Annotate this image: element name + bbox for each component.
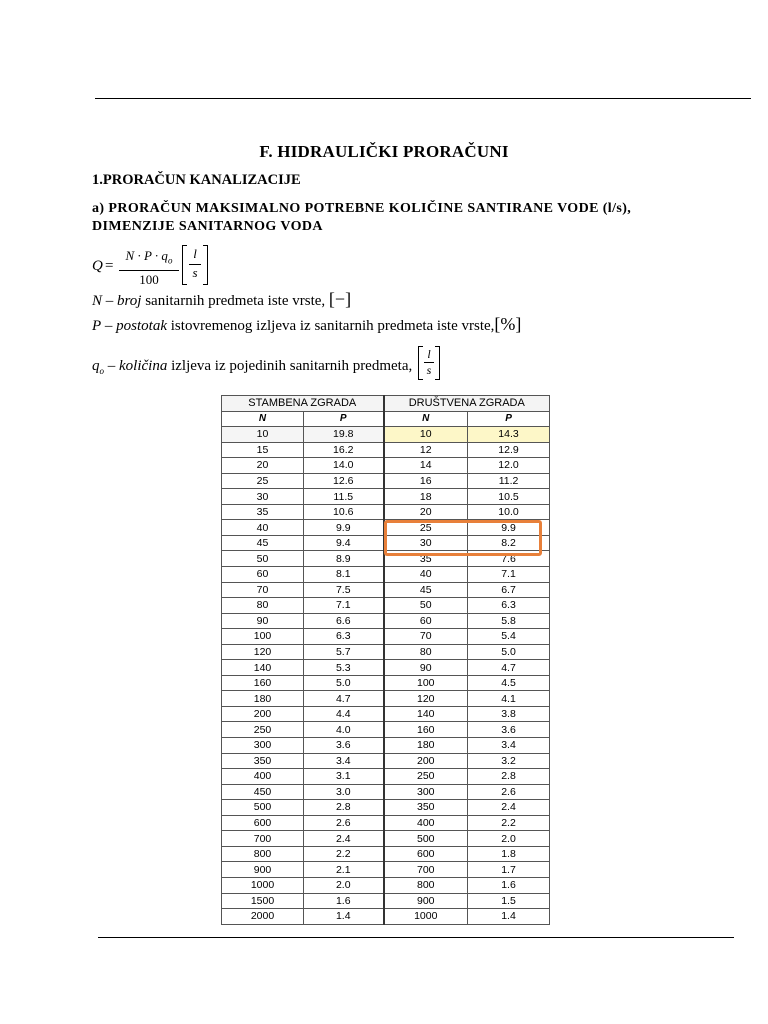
- fraction-bar: [119, 270, 179, 271]
- table-cell: 3.6: [304, 738, 384, 754]
- table-cell: 20: [384, 504, 468, 520]
- table-row: [222, 800, 550, 816]
- table-row: [222, 769, 550, 785]
- table-cell: 70: [384, 629, 468, 645]
- table-cell: 8.9: [304, 551, 384, 567]
- table-row: [222, 831, 550, 847]
- table-row: [222, 893, 550, 909]
- table-cell: 10: [384, 427, 468, 443]
- table-cell: 6.6: [304, 613, 384, 629]
- table-cell: 2.1: [304, 862, 384, 878]
- table-cell: 16.2: [304, 442, 384, 458]
- table-cell: 14: [384, 458, 468, 474]
- table-cell: 350: [384, 800, 468, 816]
- table-cell: 30: [384, 535, 468, 551]
- table-cell: 1.8: [468, 846, 550, 862]
- table-cell: 100: [384, 675, 468, 691]
- table-cell: 1.4: [468, 909, 550, 925]
- table-cell: 300: [384, 784, 468, 800]
- table-cell: 300: [222, 738, 304, 754]
- table-row: [222, 877, 550, 893]
- table-cell: 3.4: [304, 753, 384, 769]
- table-cell: 400: [222, 769, 304, 785]
- table-row: [222, 598, 550, 614]
- formula-lhs: Q: [92, 258, 103, 274]
- table-cell: 12.9: [468, 442, 550, 458]
- table-cell: 1.4: [304, 909, 384, 925]
- table-cell: 2.2: [304, 846, 384, 862]
- table-cell: 6.7: [468, 582, 550, 598]
- table-cell: 250: [384, 769, 468, 785]
- table-cell: 19.8: [304, 427, 384, 443]
- table-cell: 3.8: [468, 706, 550, 722]
- table-cell: 18: [384, 489, 468, 505]
- table-cell: 1.6: [468, 877, 550, 893]
- subsection-heading: [92, 200, 692, 236]
- table-row: [222, 442, 550, 458]
- table-cell: 6.3: [304, 629, 384, 645]
- table-cell: 5.0: [304, 675, 384, 691]
- table-row: [222, 613, 550, 629]
- table-body: [222, 427, 550, 925]
- group-header-residential: STAMBENA ZGRADA: [222, 396, 384, 412]
- table-cell: 6.3: [468, 598, 550, 614]
- table-cell: 45: [384, 582, 468, 598]
- table-cell: 5.3: [304, 660, 384, 676]
- table-cell: 9.4: [304, 535, 384, 551]
- table-cell: 20: [222, 458, 304, 474]
- table-cell: 2.2: [468, 815, 550, 831]
- table-cell: 7.1: [468, 567, 550, 583]
- table-row: [222, 504, 550, 520]
- table-cell: 7.6: [468, 551, 550, 567]
- table-cell: 180: [222, 691, 304, 707]
- table-cell: 2.4: [304, 831, 384, 847]
- table-cell: 1.7: [468, 862, 550, 878]
- table-cell: 3.1: [304, 769, 384, 785]
- table-row: [222, 675, 550, 691]
- table-cell: 10.5: [468, 489, 550, 505]
- table-cell: 60: [222, 567, 304, 583]
- table-cell: 4.0: [304, 722, 384, 738]
- table-cell: 10: [222, 427, 304, 443]
- table-cell: 4.7: [468, 660, 550, 676]
- table-row: [222, 722, 550, 738]
- subsection-line-2: DIMENZIJE SANITARNOG VODA: [92, 219, 323, 234]
- table-cell: 50: [384, 598, 468, 614]
- table-row: [222, 753, 550, 769]
- col-header-n: N: [384, 411, 468, 427]
- table-cell: 200: [384, 753, 468, 769]
- table-cell: 2.0: [304, 877, 384, 893]
- table-row: [222, 489, 550, 505]
- table-cell: 11.2: [468, 473, 550, 489]
- table-row: [222, 862, 550, 878]
- formula-fraction: [119, 248, 179, 288]
- table-cell: 2.8: [468, 769, 550, 785]
- table-cell: 70: [222, 582, 304, 598]
- table-cell: 120: [222, 644, 304, 660]
- subsection-line-1: a) PRORAČUN MAKSIMALNO POTREBNE KOLIČINE SANTIRANE VODE (l/s),: [92, 201, 632, 216]
- table-cell: 600: [384, 846, 468, 862]
- table-cell: 2000: [222, 909, 304, 925]
- table-cell: 100: [222, 629, 304, 645]
- table-row: [222, 706, 550, 722]
- table-cell: 5.7: [304, 644, 384, 660]
- table-cell: 40: [384, 567, 468, 583]
- table-cell: 800: [222, 846, 304, 862]
- table-cell: 1.5: [468, 893, 550, 909]
- table-cell: 350: [222, 753, 304, 769]
- table-cell: 45: [222, 535, 304, 551]
- table-cell: 450: [222, 784, 304, 800]
- simultaneity-table: [221, 395, 550, 925]
- table-row: [222, 846, 550, 862]
- table-cell: 40: [222, 520, 304, 536]
- table-cell: 12.0: [468, 458, 550, 474]
- table-row: [222, 582, 550, 598]
- definition-n: N – broj sanitarnih predmeta iste vrste, [−]: [92, 289, 352, 309]
- formula-equals: =: [105, 258, 114, 274]
- table-cell: 120: [384, 691, 468, 707]
- table-row: [222, 535, 550, 551]
- table-cell: 4.7: [304, 691, 384, 707]
- table-row: [222, 691, 550, 707]
- table-cell: 25: [384, 520, 468, 536]
- table-cell: 5.8: [468, 613, 550, 629]
- group-header-public: DRUŠTVENA ZGRADA: [384, 396, 550, 412]
- table-row: [222, 660, 550, 676]
- table-row: [222, 784, 550, 800]
- table-cell: 250: [222, 722, 304, 738]
- formula-denominator: 100: [139, 271, 159, 287]
- table-cell: 8.2: [468, 535, 550, 551]
- table-cell: 1.6: [304, 893, 384, 909]
- table-cell: 160: [384, 722, 468, 738]
- definition-qo: $q_o$ – količina izljeva iz pojedinih sanitarnih predmeta, $\frac{l}{s}$: [92, 346, 438, 376]
- table-cell: 50: [222, 551, 304, 567]
- table-cell: 90: [384, 660, 468, 676]
- table-row: [222, 520, 550, 536]
- table-cell: 8.1: [304, 567, 384, 583]
- col-header-n: N: [222, 411, 304, 427]
- table-cell: 140: [222, 660, 304, 676]
- table-cell: 3.2: [468, 753, 550, 769]
- table-cell: 700: [222, 831, 304, 847]
- table-cell: 2.6: [304, 815, 384, 831]
- definition-p: P – postotak istovremenog izljeva iz sanitarnih predmeta iste vrste,[%]: [92, 314, 522, 334]
- table-cell: 900: [222, 862, 304, 878]
- table-cell: 160: [222, 675, 304, 691]
- table-cell: 180: [384, 738, 468, 754]
- table-cell: 14.3: [468, 427, 550, 443]
- table-cell: 1000: [384, 909, 468, 925]
- table-cell: 14.0: [304, 458, 384, 474]
- table-row: [222, 909, 550, 925]
- table-row: [222, 815, 550, 831]
- section-heading: 1.PRORAČUN KANALIZACIJE: [92, 172, 301, 188]
- table-cell: 3.6: [468, 722, 550, 738]
- table-cell: 1000: [222, 877, 304, 893]
- table-cell: 3.4: [468, 738, 550, 754]
- table-cell: 500: [222, 800, 304, 816]
- table-cell: 2.8: [304, 800, 384, 816]
- table-cell: 12: [384, 442, 468, 458]
- table-cell: 10.6: [304, 504, 384, 520]
- table-cell: 9.9: [468, 520, 550, 536]
- col-header-p: P: [468, 411, 550, 427]
- table-cell: 80: [222, 598, 304, 614]
- table-cell: 15: [222, 442, 304, 458]
- table-cell: 12.6: [304, 473, 384, 489]
- table-cell: 35: [384, 551, 468, 567]
- table-cell: 4.1: [468, 691, 550, 707]
- table-cell: 900: [384, 893, 468, 909]
- header-rule: [95, 98, 751, 99]
- table-cell: 7.5: [304, 582, 384, 598]
- table-cell: 10.0: [468, 504, 550, 520]
- table-cell: 140: [384, 706, 468, 722]
- table-cell: 800: [384, 877, 468, 893]
- table-row: [222, 567, 550, 583]
- table-cell: 5.0: [468, 644, 550, 660]
- table-cell: 25: [222, 473, 304, 489]
- table-cell: 2.6: [468, 784, 550, 800]
- table-row: [222, 473, 550, 489]
- table-cell: 3.0: [304, 784, 384, 800]
- formula-unit: l s: [182, 245, 208, 285]
- table-cell: 600: [222, 815, 304, 831]
- table-cell: 16: [384, 473, 468, 489]
- col-header-p: P: [304, 411, 384, 427]
- table-row: [222, 551, 550, 567]
- formula-numerator: $N \cdot P \cdot q_o$: [125, 248, 173, 266]
- table-cell: 7.1: [304, 598, 384, 614]
- table-cell: 35: [222, 504, 304, 520]
- footer-rule: [98, 937, 734, 938]
- table-cell: 60: [384, 613, 468, 629]
- table-cell: 200: [222, 706, 304, 722]
- table-row: [222, 738, 550, 754]
- table-cell: 80: [384, 644, 468, 660]
- table-row: [222, 458, 550, 474]
- page-title: F. HIDRAULIČKI PRORAČUNI: [259, 142, 509, 161]
- table-cell: 1500: [222, 893, 304, 909]
- table-row: [222, 644, 550, 660]
- table-cell: 9.9: [304, 520, 384, 536]
- table-row: [222, 427, 550, 443]
- table-cell: 500: [384, 831, 468, 847]
- table-cell: 2.0: [468, 831, 550, 847]
- table-cell: 5.4: [468, 629, 550, 645]
- table-cell: 700: [384, 862, 468, 878]
- definition-qo-unit: $\frac{l}{s}$: [418, 346, 440, 380]
- table-cell: 90: [222, 613, 304, 629]
- table-cell: 4.4: [304, 706, 384, 722]
- table-cell: 11.5: [304, 489, 384, 505]
- table-row: [222, 629, 550, 645]
- table-cell: 4.5: [468, 675, 550, 691]
- table-cell: 30: [222, 489, 304, 505]
- table-cell: 2.4: [468, 800, 550, 816]
- table-cell: 400: [384, 815, 468, 831]
